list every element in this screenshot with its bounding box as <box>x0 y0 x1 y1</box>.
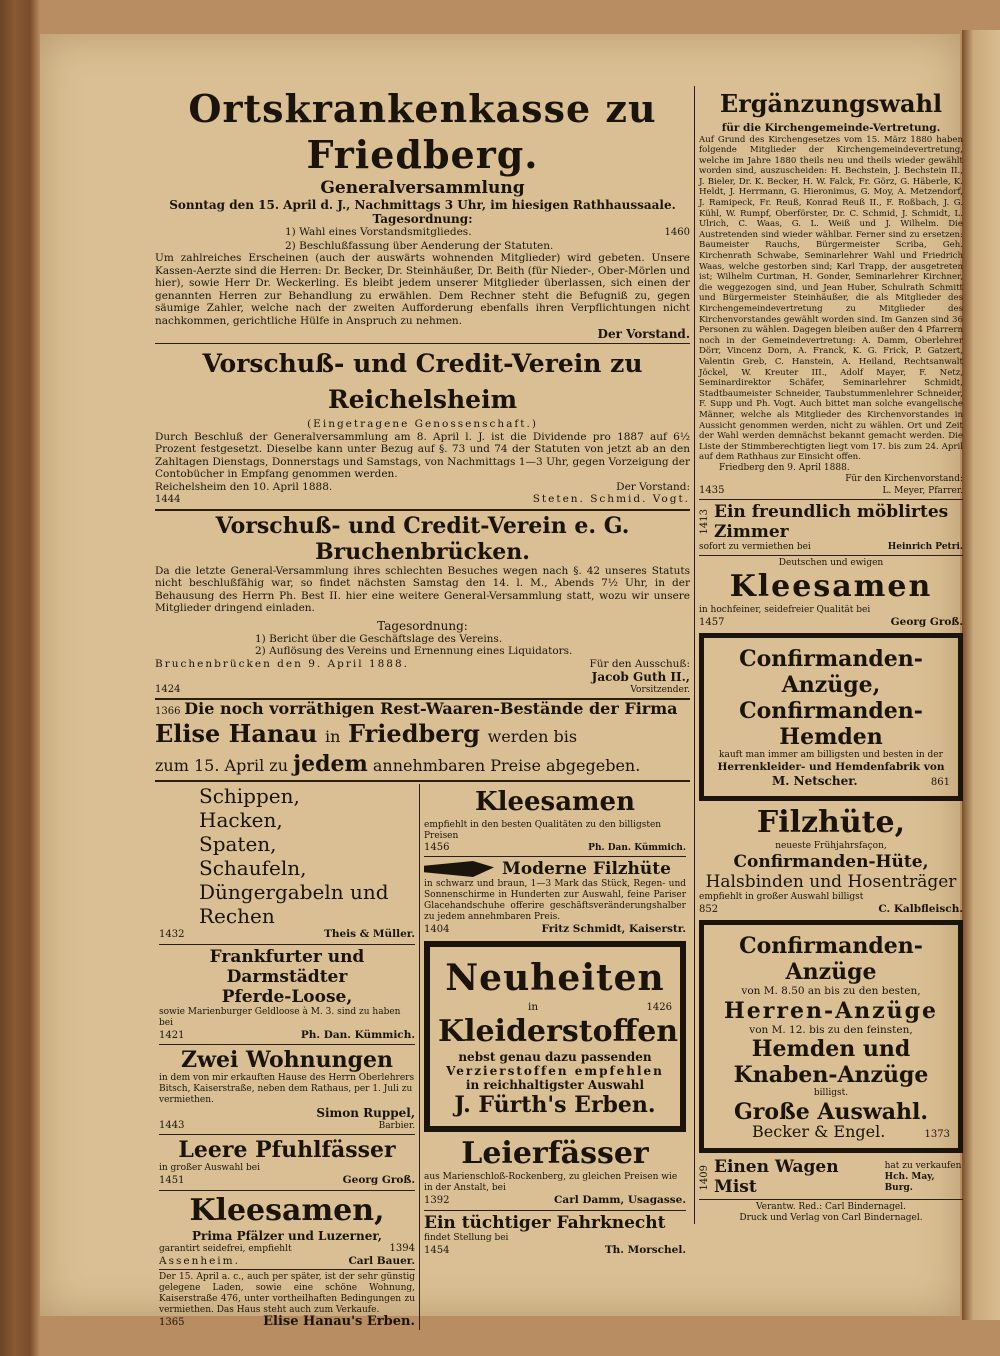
neuheiten-line3: nebst genau dazu passenden <box>458 1050 652 1064</box>
confirm1-name: M. Netscher. <box>772 773 858 788</box>
zimmer-ad <box>699 502 963 553</box>
ergaenzung-subtitle: für die Kirchengemeinde-Vertretung. <box>721 122 941 134</box>
wohnungen-role: Barbier. <box>378 1121 415 1131</box>
wohnungen-title: Zwei Wohnungen <box>181 1047 393 1073</box>
ergaenzung-num: 1435 <box>699 484 725 496</box>
hanau-line3b: jedem <box>293 751 368 777</box>
klee-right-title: Kleesamen <box>475 787 635 817</box>
filz-right-num: 1404 <box>424 924 450 935</box>
filzhuete-line3: Halsbinden und Hosenträger <box>705 871 957 892</box>
footer-editor: Verantw. Red.: Carl Bindernagel. <box>755 1202 907 1213</box>
leier-num: 1392 <box>424 1195 450 1206</box>
divider <box>699 499 963 500</box>
hanau-ad <box>155 699 690 778</box>
confirm2-line7: Große Auswahl. <box>733 1099 929 1126</box>
neuheiten-num: 1426 <box>646 1001 672 1013</box>
tools-list-item: Rechen <box>199 904 275 928</box>
knecht-text: findet Stellung bei <box>424 1232 509 1243</box>
divider <box>699 555 963 556</box>
divider <box>155 343 690 344</box>
ortskasse-subtitle: Generalversammlung <box>320 178 525 198</box>
filzhuete-line2: Confirmanden-Hüte, <box>733 851 929 872</box>
tools-list-item: Düngergabeln und <box>199 880 389 904</box>
ortskasse-item1-num: 1460 <box>664 227 690 238</box>
reichelsheim-ad <box>155 346 690 507</box>
pfuhl-name: Georg Groß. <box>342 1174 415 1186</box>
tools-list-item: Schippen, <box>199 784 300 808</box>
ortskasse-sign: Der Vorstand. <box>597 327 690 341</box>
zimmer-name: Heinrich Petri. <box>887 541 963 552</box>
ergaenzung-ad <box>699 86 963 497</box>
ortskasse-ad <box>155 86 690 341</box>
reichelsheim-title: Vorschuß- und Credit-Verein zu Reichelsheim <box>202 349 643 414</box>
lose-name: Ph. Dan. Kümmich. <box>300 1028 415 1041</box>
reichelsheim-sign-heading: Der Vorstand: <box>616 480 690 493</box>
bruchenbruecken-date: Bruchenbrücken den 9. April 1888. <box>155 657 410 670</box>
klee-left-text: garantirt seidefrei, empfiehlt <box>159 1243 292 1254</box>
leier-title: Leierfässer <box>461 1136 649 1171</box>
confirm2-line3: Herren-Anzüge <box>723 997 939 1024</box>
kleesamen-right-title: Kleesamen <box>729 568 933 604</box>
reichelsheim-num: 1444 <box>155 494 181 505</box>
bruchenbruecken-item2: 2) Auflösung des Vereins und Ernennung eines Liquidators. <box>255 645 573 657</box>
zimmer-text: sofort zu vermiethen bei <box>699 541 811 552</box>
mist-name: Hch. May, Burg. <box>884 1171 935 1193</box>
ortskasse-title: Ortskrankenkasse zu Friedberg. <box>188 86 657 177</box>
footer-publisher: Druck und Verlag von Carl Bindernagel. <box>739 1213 923 1224</box>
tools-num: 1432 <box>159 929 185 940</box>
tools-list <box>159 784 415 928</box>
tools-list-item: Hacken, <box>199 808 283 832</box>
pointing-hand-icon <box>424 861 494 877</box>
divider <box>159 1044 415 1045</box>
knecht-num: 1454 <box>424 1244 450 1256</box>
lose-line1: Frankfurter und Darmstädter <box>209 946 365 987</box>
haus-num: 1365 <box>159 1317 185 1328</box>
neuheiten-line5: in reichhaltigster Auswahl <box>465 1078 645 1092</box>
klee-left-line2: Prima Pfälzer und Luzerner, <box>192 1228 382 1243</box>
confirm2-line6: billigst. <box>813 1088 849 1099</box>
filzhuete-name: C. Kalbfleisch. <box>878 902 963 915</box>
lower-left-column <box>155 784 419 1330</box>
ergaenzung-signer2: L. Meyer, Pfarrer. <box>882 485 963 496</box>
tools-list-item: Schaufeln, <box>199 856 307 880</box>
neuheiten-line4: Verzierstoffen empfehlen <box>446 1064 664 1078</box>
klee-left-num: 1394 <box>389 1242 415 1254</box>
confirm2-line2: von M. 8.50 an bis zu den besten, <box>741 985 921 998</box>
mist-title: Einen Wagen Mist <box>714 1157 839 1198</box>
mist-num: 1409 <box>699 1164 710 1191</box>
lower-right-column <box>419 784 690 1330</box>
hanau-city: Friedberg <box>348 719 480 748</box>
filz-right-text: in schwarz und braun, 1—3 Mark das Stück, Regen- und Sonnenschirme in Hunderten zur Auswahl, feine Pariser Glacehandschuhe offerire geschäftsveränderungshalber zu jedem annehmbaren Preis. <box>424 879 686 922</box>
filz-right-title: Moderne Filzhüte <box>502 859 671 879</box>
ortskasse-agenda-heading: Tagesordnung: <box>372 212 473 226</box>
ergaenzung-date: Friedberg den 9. April 1888. <box>719 462 850 473</box>
kleesamen-right-pre: Deutschen und ewigen <box>778 557 884 568</box>
confirmanden-netscher-ad <box>699 633 963 801</box>
confirm2-line5: Hemden und Knaben-Anzüge <box>733 1036 929 1089</box>
pfuhl-num: 1451 <box>159 1175 185 1186</box>
lower-two-columns <box>155 784 690 1330</box>
reichelsheim-names: Steten. Schmid. Vogt. <box>532 493 690 505</box>
divider <box>155 780 690 782</box>
bruchenbruecken-item1: 1) Bericht über die Geschäftslage des Vereins. <box>255 632 503 645</box>
divider <box>424 856 686 857</box>
confirm2-line1: Confirmanden-Anzüge <box>739 933 923 986</box>
divider <box>159 1269 415 1270</box>
zimmer-title: Ein freundlich möblirtes Zimmer <box>714 501 949 542</box>
confirm2-name: Becker & Engel. <box>752 1122 886 1142</box>
filzhuete-title: Filzhüte, <box>756 804 906 840</box>
tools-name: Theis & Müller. <box>324 928 415 940</box>
pfuhl-text: in großer Auswahl bei <box>159 1163 261 1173</box>
reichelsheim-body: Durch Beschluß der Generalversammlung am 8. April l. J. ist die Dividende pro 1887 auf 6½ Prozent festgesetzt. Dieselbe kann unter Bezug auf §. 73 und 74 der Statuten von jetzt ab an den Zahltagen Dienstags, Donnerstags und Samstags, von Nachmittags 1—3 Uhr, gegen Vorzeigung der Contobücher in Empfang genommen werden. <box>155 430 690 480</box>
filzhuete-pre: neueste Frühjahrsfaçon, <box>775 840 887 851</box>
filzhuete-ad <box>699 805 963 917</box>
hanau-line3c: annehmbaren Preise abgegeben. <box>372 756 641 775</box>
divider <box>424 1210 686 1211</box>
zimmer-num: 1413 <box>699 509 710 535</box>
wohnungen-name: Simon Ruppel, <box>316 1106 415 1120</box>
filzhuete-text: empfiehlt in großer Auswahl billigst <box>699 891 864 902</box>
bruchenbruecken-role: Vorsitzender. <box>630 685 690 695</box>
bruchenbruecken-ad <box>155 513 690 697</box>
klee-right-text: empfiehlt in den besten Qualitäten zu den billigsten Preisen <box>424 820 662 841</box>
main-column <box>155 86 690 1330</box>
haus-text: Der 15. April a. c., auch per später, ist der sehr günstig gelegene Laden, sowie eine schöne Wohnung, Kaiserstraße 476, unter vortheilhaften Bedingungen zu vermiethen. Das Haus steht auch zum Verkaufe. <box>159 1272 415 1315</box>
klee-right-name: Ph. Dan. Kümmich. <box>588 843 686 853</box>
confirmanden-becker-ad <box>699 920 963 1153</box>
pfuhl-title: Leere Pfuhlfässer <box>178 1137 396 1163</box>
neuheiten-name: J. Fürth's Erben. <box>454 1092 656 1118</box>
leier-name: Carl Damm, Usagasse. <box>554 1194 686 1206</box>
confirm1-text: kauft man immer am billigsten und besten in der <box>719 750 943 761</box>
confirm1-line2: Confirmanden-Hemden <box>739 698 923 751</box>
tools-list-item: Spaten, <box>199 832 277 856</box>
lose-line2: Pferde-Loose, <box>221 986 353 1007</box>
lose-num: 1421 <box>159 1029 185 1041</box>
leier-text: aus Marienschloß-Rockenberg, zu gleichen Preisen wie in der Anstalt, bei <box>424 1172 678 1193</box>
next-page-edge <box>962 30 1000 1320</box>
neuheiten-line2: Kleiderstoffen <box>438 1014 679 1049</box>
confirm2-line4: von M. 12. bis zu den feinsten, <box>749 1023 913 1036</box>
ergaenzung-body: Auf Grund des Kirchengesetzes vom 15. März 1880 haben folgende Mitglieder der Kirchengemeindevertretung, welche im Jahre 1880 theils neu und theils wieder gewählt worden sind, auszuscheiden: H. Bechstein, J. Bechstein II., J. Bieler, Dr. K. Becker, H. W. Falck, Fr. Görz, G. Häberle, K. Heldt, J. Herrmann, G. Hieronimus, G. Moy, A. Metzendorf, J. Ramipeck, Fr. Reuß, Konrad Reuß II., F. Roßbach, J. G. Kühl, W. Rumpf, Oberförster, Dr. C. Schmid, J. Schmidt, L. Ulrich, C. Waas, G. L. Weiß und J. Wilhelm. Die Austretenden sind wieder wählbar. Ferner sind zu ersetzen: Baumeister Rauchs, Bürgermeister Scriba, Geh. Kirchenrath Schwabe, Seminarlehrer Wahl und Friedrich Waas, welche gestorben sind; Karl Trapp, der ausgetreten ist; Wilhelm Curtman, H. Gonder, Seminarlehrer Kirchner, die weggezogen sind, und Jean Huber, Schulrath Schmitt und Bürgermeister Steinhäußer, die als Mitglieder des Kirchengemeindevertretung zu Mitglieder des Kirchenvorstandes gewählt worden sind. Im Ganzen sind 36 Personen zu wählen. Dagegen bleiben außer den 4 Pfarrern noch in der Gemeindevertretung: A. Damm, Oberlehrer Dörr, Vincenz Dorn, A. Franck, K. G. Frick, P. Gatzert, Valentin Greb, C. Hanstein, A. Heiland, Rechtsanwalt Jöckel, W. Kreuter III., Adolf Mayer, F. Netz, Seminardirektor Schäfer, Seminarlehrer Schmidt, Stadtbaumeister Schneider, Taubstummenlehrer Schneider, F. Supp und Ph. Vogt. Auch bittet man solche evangelische Männer, welche als Mitglieder des Kirchenvorstandes in Aussicht genommen werden, nicht zu wählen. Ort und Zeit der Wahl werden demnächst bekannt gemacht werden. Die Liste der Stimmberechtigten liegt vom 17. bis zum 24. April auf dem Rathhaus zur Einsicht offen. <box>699 134 963 463</box>
kleesamen-right-num: 1457 <box>699 616 725 628</box>
kleesamen-right-text: in hochfeiner, seidefreier Qualität bei <box>699 604 871 615</box>
divider <box>159 1190 415 1191</box>
filzhuete-num: 852 <box>699 903 719 915</box>
klee-left-name: Carl Bauer. <box>348 1254 415 1267</box>
bruchenbruecken-title: Vorschuß- und Credit-Verein e. G. Bruchenbrücken. <box>215 512 630 565</box>
reichelsheim-date: Reichelsheim den 10. April 1888. <box>155 480 333 493</box>
haus-name: Elise Hanau's Erben. <box>263 1314 415 1329</box>
hanau-line1: Die noch vorräthigen Rest-Waaren-Bestände der Firma <box>184 699 678 718</box>
knecht-title: Ein tüchtiger Fahrknecht <box>424 1212 666 1233</box>
ortskasse-item2: 2) Beschlußfassung über Aenderung der Statuten. <box>285 239 554 252</box>
wohnungen-text: in dem von mir erkauften Hause des Herrn Oberlehrers Bitsch, Kaiserstraße, neben dem Rathaus, per 1. Juli zu vermiethen. <box>159 1073 415 1105</box>
hanau-firm: Elise Hanau <box>155 719 318 748</box>
bruchenbruecken-name: Jacob Guth II., <box>591 670 690 684</box>
hanau-in: in <box>324 727 341 746</box>
neuheiten-title: Neuheiten <box>445 956 665 999</box>
kleesamen-right-name: Georg Groß. <box>890 615 963 628</box>
kleesamen-right-ad <box>699 558 963 630</box>
neuheiten-in: in <box>528 1000 539 1013</box>
knecht-name: Th. Morschel. <box>604 1243 686 1256</box>
bruchenbruecken-agenda-heading: Tagesordnung: <box>377 618 468 633</box>
divider <box>159 944 415 945</box>
klee-left-place: Assenheim. <box>159 1254 240 1267</box>
mist-text: hat zu verkaufen <box>884 1160 962 1171</box>
ortskasse-body: Um zahlreiches Erscheinen (auch der auswärts wohnenden Mitglieder) wird gebeten. Unsere Kassen-Aerzte sind die Herren: Dr. Becker, Dr. Steinhäußer, Dr. Beith (für Nieder-, Ober-Mörlen und hier), sowie Herr Dr. Weckerling. Es bleibt jedem unserer Mitglieder überlassen, sich einen der genannten Herren zur Behandlung zu erwählen. Dem Rechner steht die Befugniß zu, gegen säumige Zahler, welche nach der zweiten Aufforderung ebenfalls ihren Verpflichtungen nicht nachkommen, gerichtliche Hülfe in Anspruch zu nehmen. <box>155 252 690 327</box>
ergaenzung-signer1: Für den Kirchenvorstand: <box>845 473 963 484</box>
klee-left-title: Kleesamen, <box>189 1192 385 1228</box>
reichelsheim-subtitle: (Eingetragene Genossenschaft.) <box>307 418 538 430</box>
right-column <box>694 86 963 1224</box>
confirm1-shop: Herrenkleider- und Hemdenfabrik von <box>717 761 945 774</box>
filz-right-name: Fritz Schmidt, Kaiserstr. <box>541 923 686 935</box>
confirm1-num: 861 <box>930 776 950 788</box>
ortskasse-item1: 1) Wahl eines Vorstandsmitgliedes. <box>285 226 472 238</box>
confirm1-line1: Confirmanden-Anzüge, <box>739 646 923 699</box>
bruchenbruecken-sign-heading: Für den Ausschuß: <box>589 657 690 670</box>
mist-ad <box>699 1157 963 1197</box>
divider <box>699 1199 963 1200</box>
confirm2-num: 1373 <box>924 1129 950 1141</box>
wohnungen-num: 1443 <box>159 1120 185 1131</box>
hanau-until: werden bis <box>487 727 578 746</box>
divider <box>159 1134 415 1135</box>
klee-right-num: 1456 <box>424 842 450 853</box>
bruchenbruecken-num: 1424 <box>155 684 181 695</box>
hanau-num: 1366 <box>155 706 181 717</box>
bruchenbruecken-body: Da die letzte General-Versammlung ihres schlechten Besuches wegen nach §. 42 unseres Statuts nicht beschlußfähig war, so findet nächsten Samstag den 14. l. M., Abends 7½ Uhr, in der Behausung des Herrn Ph. Best II. hier eine weitere General-Versammlung statt, wozu wir unsere Mitglieder dringend einladen. <box>155 564 690 614</box>
divider <box>155 509 690 511</box>
lose-text: sowie Marienburger Geldloose à M. 3. sind zu haben bei <box>159 1006 401 1028</box>
ergaenzung-title: Ergänzungswahl <box>719 89 943 118</box>
neuheiten-ad <box>424 941 686 1133</box>
ortskasse-when: Sonntag den 15. April d. J., Nachmittags 3 Uhr, im hiesigen Rathhaussaale. <box>169 198 676 212</box>
hanau-line3a: zum 15. April zu <box>155 756 289 775</box>
